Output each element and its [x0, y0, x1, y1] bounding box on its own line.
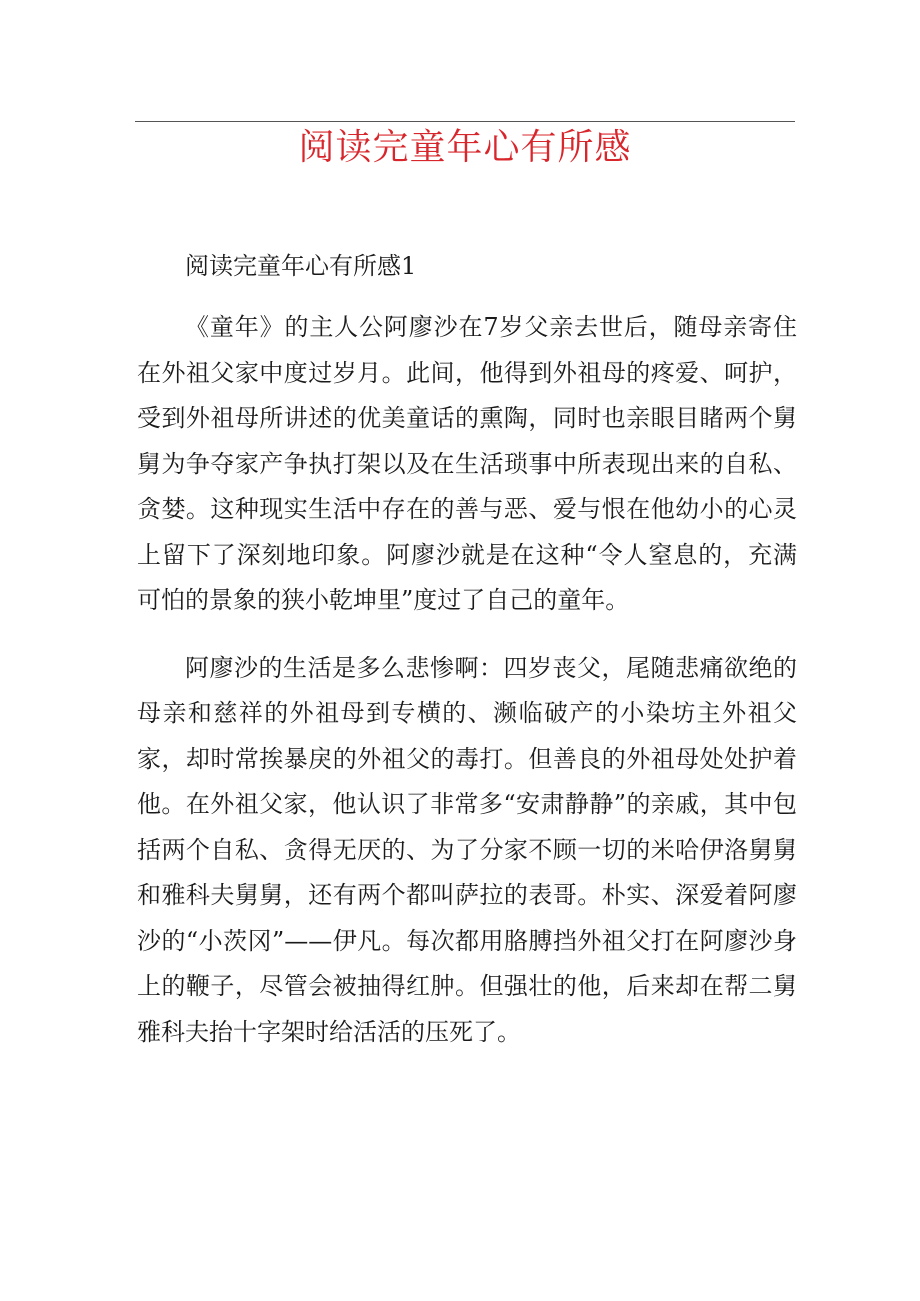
section-heading: 阅读完童年心有所感1 [185, 252, 417, 280]
header-rule [135, 121, 795, 122]
document-body [137, 247, 797, 1077]
paragraph-2: 阿廖沙的生活是多么悲惨啊：四岁丧父，尾随悲痛欲绝的母亲和慈祥的外祖母到专横的、濒临破产的小染坊主外祖父家，却时常挨暴戾的外祖父的毒打。但善良的外祖母处处护着他。在外祖父家，他认识了非常多“安肃静静”的亲戚，其中包括两个自私、贪得无厌的、为了分家不顾一切的米哈伊洛舅舅和雅科夫舅舅，还有两个都叫萨拉的表哥。朴实、深爱着阿廖沙的“小茨冈”——伊凡。每次都用胳膊挡外祖父打在阿廖沙身上的鞭子，尽管会被抽得红肿。但强壮的他，后来却在帮二舅雅科夫抬十字架时给活活的压死了。 [137, 653, 797, 1046]
document-title: 阅读完童年心有所感 [298, 127, 632, 168]
paragraph-1: 《童年》的主人公阿廖沙在7岁父亲去世后，随母亲寄住在外祖父家中度过岁月。此间，他得到外祖母的疼爱、呵护，受到外祖母所讲述的优美童话的熏陶，同时也亲眼目睹两个舅舅为争夺家产争执打架以及在生活琐事中所表现出来的自私、贪婪。这种现实生活中存在的善与恶、爱与恨在他幼小的心灵上留下了深刻地印象。阿廖沙就是在这种“令人窒息的，充满可怕的景象的狭小乾坤里”度过了自己的童年。 [137, 313, 797, 614]
